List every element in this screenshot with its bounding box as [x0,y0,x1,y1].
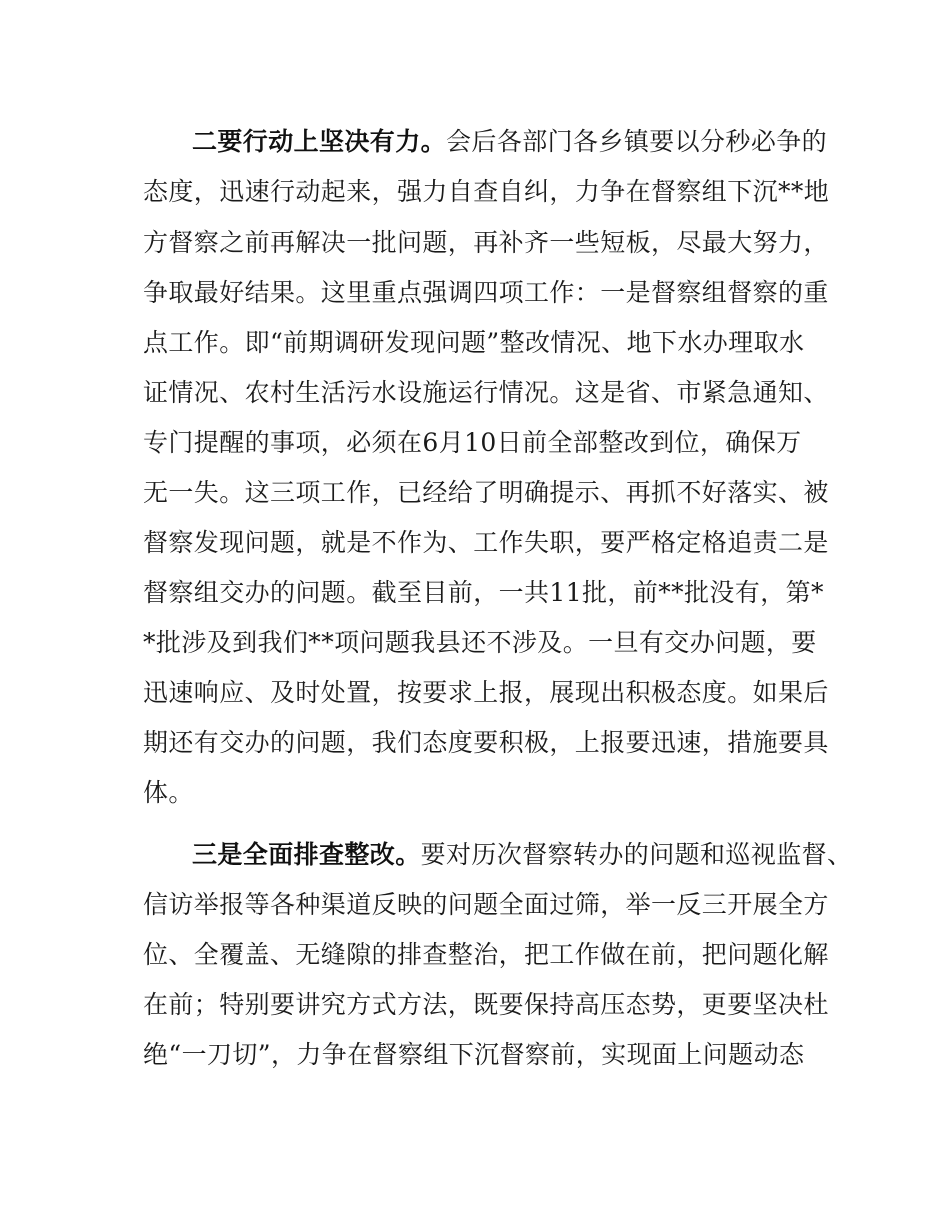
paragraph-2-line-5: 绝“一刀切”，力争在督察组下沉督察前，实现面上问题动态 [143,1040,805,1069]
paragraph-1-line-9: 督察发现问题，就是不作为、工作失职，要严格定格追责二是 [143,528,829,557]
paragraph-2-text: 要对历次督察转办的问题和巡视监督、 [420,840,853,869]
paragraph-1-line-11: *批涉及到我们**项问题我县还不涉及。一旦有交办问题，要 [143,628,817,657]
paragraph-1-line-13: 期还有交办的问题，我们态度要积极，上报要迅速，措施要具 [143,728,829,757]
paragraph-1-line-5: 点工作。即“前期调研发现问题”整改情况、地下水办理取水 [143,328,805,357]
paragraph-1-line-3: 方督察之前再解决一批问题，再补齐一些短板，尽最大努力， [143,228,829,257]
paragraph-1-line-6: 证情况、农村生活污水设施运行情况。这是省、市紧急通知、 [143,378,829,407]
paragraph-1-line-7: 专门提醒的事项，必须在6月10日前全部整改到位，确保万 [143,428,802,457]
paragraph-1-line-4: 争取最好结果。这里重点强调四项工作：一是督察组督察的重 [143,278,829,307]
paragraph-1-line-2: 态度，迅速行动起来，强力自查自纠，力争在督察组下沉**地 [143,177,830,206]
paragraph-1-line-12: 迅速响应、及时处置，按要求上报，展现出积极态度。如果后 [143,678,829,707]
paragraph-2-line-3: 位、全覆盖、无缝隙的排查整治，把工作做在前，把问题化解 [143,940,829,969]
paragraph-2-line-2: 信访举报等各种渠道反映的问题全面过筛，举一反三开展全方 [143,890,829,919]
paragraph-2-line-1 [192,838,852,872]
paragraph-1-line-10: 督察组交办的问题。截至目前，一共11批，前**批没有，第* [143,578,824,607]
paragraph-1-text: 会后各部门各乡镇要以分秒必争的 [446,127,828,156]
paragraph-1-line-8: 无一失。这三项工作，已经给了明确提示、再抓不好落实、被 [143,478,829,507]
paragraph-2-line-4: 在前；特别要讲究方式方法，既要保持高压态势，更要坚决杜 [143,990,829,1019]
paragraph-1-line-14: 体。 [143,778,194,807]
paragraph-1-line-1 [192,125,827,159]
paragraph-1-lead: 二要行动上坚决有力。 [192,127,447,156]
paragraph-2-lead: 三是全面排查整改。 [192,840,421,869]
